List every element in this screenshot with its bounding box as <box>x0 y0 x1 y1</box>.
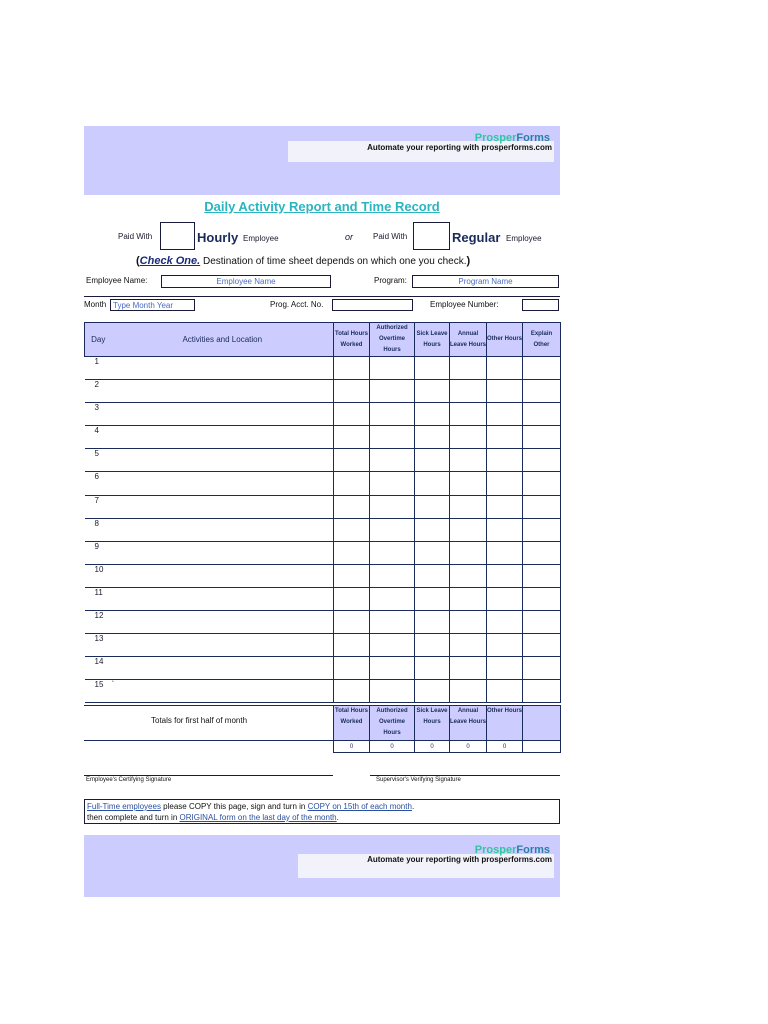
hours-cell[interactable] <box>487 634 523 657</box>
table-row <box>85 449 561 472</box>
table-row <box>85 611 561 634</box>
totals-table <box>333 705 561 753</box>
day-number: 5 <box>85 449 112 472</box>
hourly-label: Hourly <box>197 230 239 245</box>
hours-cell[interactable] <box>334 403 370 426</box>
hours-cell[interactable] <box>487 495 523 518</box>
total-value-blank <box>523 741 561 753</box>
hours-cell[interactable] <box>334 518 370 541</box>
hours-cell[interactable] <box>450 518 487 541</box>
table-row <box>85 380 561 403</box>
totals-label: Totals for first half of month <box>151 716 248 725</box>
hours-cell[interactable] <box>415 380 450 403</box>
brand-tagline: Automate your reporting with prosperforms.com <box>367 143 552 152</box>
hours-cell[interactable] <box>370 680 415 703</box>
bottom-banner <box>84 835 560 897</box>
hours-cell[interactable] <box>450 472 487 495</box>
hours-cell[interactable] <box>370 426 415 449</box>
hours-cell[interactable] <box>415 403 450 426</box>
day-number: 1 <box>85 357 112 380</box>
hours-cell[interactable] <box>370 657 415 680</box>
hours-cell[interactable] <box>487 541 523 564</box>
month-input[interactable]: Type Month Year <box>110 299 195 311</box>
totals-header-blank <box>523 706 561 741</box>
hours-cell[interactable] <box>415 587 450 610</box>
day-number: 8 <box>85 518 112 541</box>
activity-cell[interactable] <box>112 611 334 634</box>
activity-cell[interactable] <box>112 680 334 703</box>
header-total-hours: Total Hours Worked <box>334 323 370 357</box>
brand-tagline: Automate your reporting with prosperforms.com <box>367 855 552 864</box>
hours-cell[interactable] <box>523 472 561 495</box>
totals-header-overtime: Authorized Overtime Hours <box>370 706 415 741</box>
hours-cell[interactable] <box>370 518 415 541</box>
prog-acct-input[interactable] <box>332 299 413 311</box>
activity-cell[interactable] <box>112 587 334 610</box>
hours-cell[interactable] <box>450 587 487 610</box>
table-row <box>85 541 561 564</box>
hours-cell[interactable] <box>523 564 561 587</box>
hours-cell[interactable] <box>450 449 487 472</box>
header-day: Day <box>85 323 112 357</box>
month-label: Month <box>84 300 107 309</box>
activity-cell[interactable] <box>112 357 334 380</box>
hours-cell[interactable] <box>334 426 370 449</box>
hours-cell[interactable] <box>450 680 487 703</box>
hours-cell[interactable] <box>450 657 487 680</box>
activity-cell[interactable] <box>112 634 334 657</box>
day-number: 7 <box>85 495 112 518</box>
brand-logo: ProsperForms <box>474 844 550 856</box>
hours-cell[interactable] <box>415 357 450 380</box>
hours-cell[interactable] <box>487 449 523 472</box>
hours-cell[interactable] <box>487 657 523 680</box>
employee-label-1: Employee <box>243 234 279 243</box>
hours-cell[interactable] <box>450 611 487 634</box>
day-number: 10 <box>85 564 112 587</box>
totals-header-row <box>334 706 561 741</box>
activity-cell[interactable] <box>112 657 334 680</box>
totals-header-total-hours: Total Hours Worked <box>334 706 370 741</box>
day-number: 12 <box>85 611 112 634</box>
hours-cell[interactable] <box>450 634 487 657</box>
hours-cell[interactable] <box>415 657 450 680</box>
table-row <box>85 587 561 610</box>
hours-cell[interactable] <box>487 472 523 495</box>
day-number: 14 <box>85 657 112 680</box>
hours-cell[interactable] <box>523 403 561 426</box>
hours-cell[interactable] <box>370 357 415 380</box>
hours-cell[interactable] <box>487 587 523 610</box>
hours-cell[interactable] <box>370 611 415 634</box>
hours-cell[interactable] <box>487 680 523 703</box>
activity-cell[interactable] <box>112 518 334 541</box>
table-row <box>85 495 561 518</box>
hours-cell[interactable] <box>334 657 370 680</box>
paid-with-label-2: Paid With <box>373 232 408 241</box>
check-one-instruction: (Check One. Destination of time sheet depends on which one you check.) <box>136 255 471 267</box>
hours-cell[interactable] <box>334 495 370 518</box>
day-number: 15 <box>85 680 112 703</box>
table-header-row <box>85 323 561 357</box>
header-explain-other: Explain Other <box>523 323 561 357</box>
header-overtime: Authorized Overtime Hours <box>370 323 415 357</box>
hours-cell[interactable] <box>370 634 415 657</box>
hours-cell[interactable] <box>487 426 523 449</box>
hours-cell[interactable] <box>415 518 450 541</box>
hours-cell[interactable] <box>334 357 370 380</box>
activity-cell[interactable] <box>112 380 334 403</box>
day-number: 4 <box>85 426 112 449</box>
day-number: 2 <box>85 380 112 403</box>
total-value-overtime: 0 <box>370 741 415 753</box>
hours-cell[interactable] <box>370 472 415 495</box>
header-other-hours: Other Hours <box>487 323 523 357</box>
hours-cell[interactable] <box>415 611 450 634</box>
activity-cell[interactable] <box>112 564 334 587</box>
hours-cell[interactable] <box>334 541 370 564</box>
hours-cell[interactable] <box>487 403 523 426</box>
hours-cell[interactable] <box>450 357 487 380</box>
prog-acct-label: Prog. Acct. No. <box>270 300 324 309</box>
table-row <box>85 403 561 426</box>
activity-cell[interactable] <box>112 495 334 518</box>
top-banner <box>84 126 560 195</box>
notice-line-1: Full-Time employees please COPY this page, sign and turn in COPY on 15th of each month. <box>87 802 415 811</box>
day-note: ` <box>111 680 115 690</box>
employee-signature-line[interactable] <box>84 775 333 776</box>
hours-cell[interactable] <box>334 472 370 495</box>
hours-cell[interactable] <box>450 564 487 587</box>
hours-cell[interactable] <box>415 495 450 518</box>
hours-cell[interactable] <box>523 680 561 703</box>
hours-cell[interactable] <box>450 541 487 564</box>
hours-cell[interactable] <box>415 564 450 587</box>
employee-number-input[interactable] <box>522 299 559 311</box>
hours-cell[interactable] <box>523 380 561 403</box>
paid-with-label-1: Paid With <box>118 232 153 241</box>
activity-cell[interactable] <box>112 472 334 495</box>
table-row <box>85 564 561 587</box>
hours-cell[interactable] <box>523 426 561 449</box>
hours-cell[interactable] <box>450 380 487 403</box>
hours-cell[interactable] <box>523 587 561 610</box>
employee-name-input[interactable]: Employee Name <box>161 275 331 288</box>
table-row <box>85 657 561 680</box>
table-row <box>85 518 561 541</box>
hours-cell[interactable] <box>523 357 561 380</box>
program-label: Program: <box>374 276 407 285</box>
hours-cell[interactable] <box>523 495 561 518</box>
table-row <box>85 426 561 449</box>
hours-cell[interactable] <box>450 426 487 449</box>
hours-cell[interactable] <box>523 611 561 634</box>
divider <box>84 296 560 297</box>
hours-cell[interactable] <box>370 495 415 518</box>
hours-cell[interactable] <box>370 449 415 472</box>
employee-label-2: Employee <box>506 234 542 243</box>
hours-cell[interactable] <box>487 518 523 541</box>
hours-cell[interactable] <box>523 449 561 472</box>
hours-cell[interactable] <box>334 380 370 403</box>
total-value-annual: 0 <box>450 741 487 753</box>
submission-notice <box>84 799 560 824</box>
page-title: Daily Activity Report and Time Record <box>204 199 440 214</box>
hours-cell[interactable] <box>334 611 370 634</box>
day-number: 3 <box>85 403 112 426</box>
hours-cell[interactable] <box>415 634 450 657</box>
hours-cell[interactable] <box>487 357 523 380</box>
time-record-table <box>84 322 561 703</box>
activity-cell[interactable] <box>112 426 334 449</box>
totals-header-annual-leave: Annual Leave Hours <box>450 706 487 741</box>
hours-cell[interactable] <box>523 541 561 564</box>
hours-cell[interactable] <box>415 426 450 449</box>
hours-cell[interactable] <box>415 680 450 703</box>
hours-cell[interactable] <box>450 403 487 426</box>
totals-bottom-line <box>84 740 333 741</box>
activity-cell[interactable] <box>112 449 334 472</box>
hours-cell[interactable] <box>415 472 450 495</box>
notice-line-2: then complete and turn in ORIGINAL form on the last day of the month. <box>87 813 339 822</box>
employee-signature-label: Employee's Certifying Signature <box>86 777 172 783</box>
totals-top-line <box>84 705 333 706</box>
hours-cell[interactable] <box>523 634 561 657</box>
hours-cell[interactable] <box>523 657 561 680</box>
hours-cell[interactable] <box>487 611 523 634</box>
total-value-sick: 0 <box>415 741 450 753</box>
table-row <box>85 634 561 657</box>
day-number: 9 <box>85 541 112 564</box>
table-row <box>85 357 561 380</box>
activity-cell[interactable] <box>112 403 334 426</box>
hours-cell[interactable] <box>415 449 450 472</box>
header-annual-leave: Annual Leave Hours <box>450 323 487 357</box>
table-row <box>85 472 561 495</box>
hours-cell[interactable] <box>523 518 561 541</box>
program-input[interactable]: Program Name <box>412 275 559 288</box>
brand-logo: ProsperForms <box>474 132 550 144</box>
hours-cell[interactable] <box>370 403 415 426</box>
header-sick-leave: Sick Leave Hours <box>415 323 450 357</box>
totals-header-other-hours: Other Hours <box>487 706 523 741</box>
regular-label: Regular <box>452 230 501 245</box>
hours-cell[interactable] <box>370 541 415 564</box>
total-value-other: 0 <box>487 741 523 753</box>
hours-cell[interactable] <box>487 564 523 587</box>
hours-cell[interactable] <box>487 380 523 403</box>
employee-number-label: Employee Number: <box>430 300 499 309</box>
hours-cell[interactable] <box>370 564 415 587</box>
day-number: 6 <box>85 472 112 495</box>
hours-cell[interactable] <box>415 541 450 564</box>
regular-checkbox[interactable] <box>413 222 450 250</box>
totals-header-sick-leave: Sick Leave Hours <box>415 706 450 741</box>
header-activities: Activities and Location <box>112 323 334 357</box>
hours-cell[interactable] <box>370 380 415 403</box>
supervisor-signature-label: Supervisor's Verifying Signature <box>376 777 461 783</box>
activity-cell[interactable] <box>112 541 334 564</box>
table-row <box>85 680 561 703</box>
total-value-hours: 0 <box>334 741 370 753</box>
hours-cell[interactable] <box>334 449 370 472</box>
hours-cell[interactable] <box>450 495 487 518</box>
hours-cell[interactable] <box>334 634 370 657</box>
hours-cell[interactable] <box>334 680 370 703</box>
day-number: 11 <box>85 587 112 610</box>
hours-cell[interactable] <box>370 587 415 610</box>
or-label: or <box>345 232 354 242</box>
supervisor-signature-line[interactable] <box>370 775 560 776</box>
hours-cell[interactable] <box>334 564 370 587</box>
hourly-checkbox[interactable] <box>160 222 195 250</box>
employee-name-label: Employee Name: <box>86 276 148 285</box>
day-number: 13 <box>85 634 112 657</box>
hours-cell[interactable] <box>334 587 370 610</box>
totals-value-row <box>334 741 561 753</box>
